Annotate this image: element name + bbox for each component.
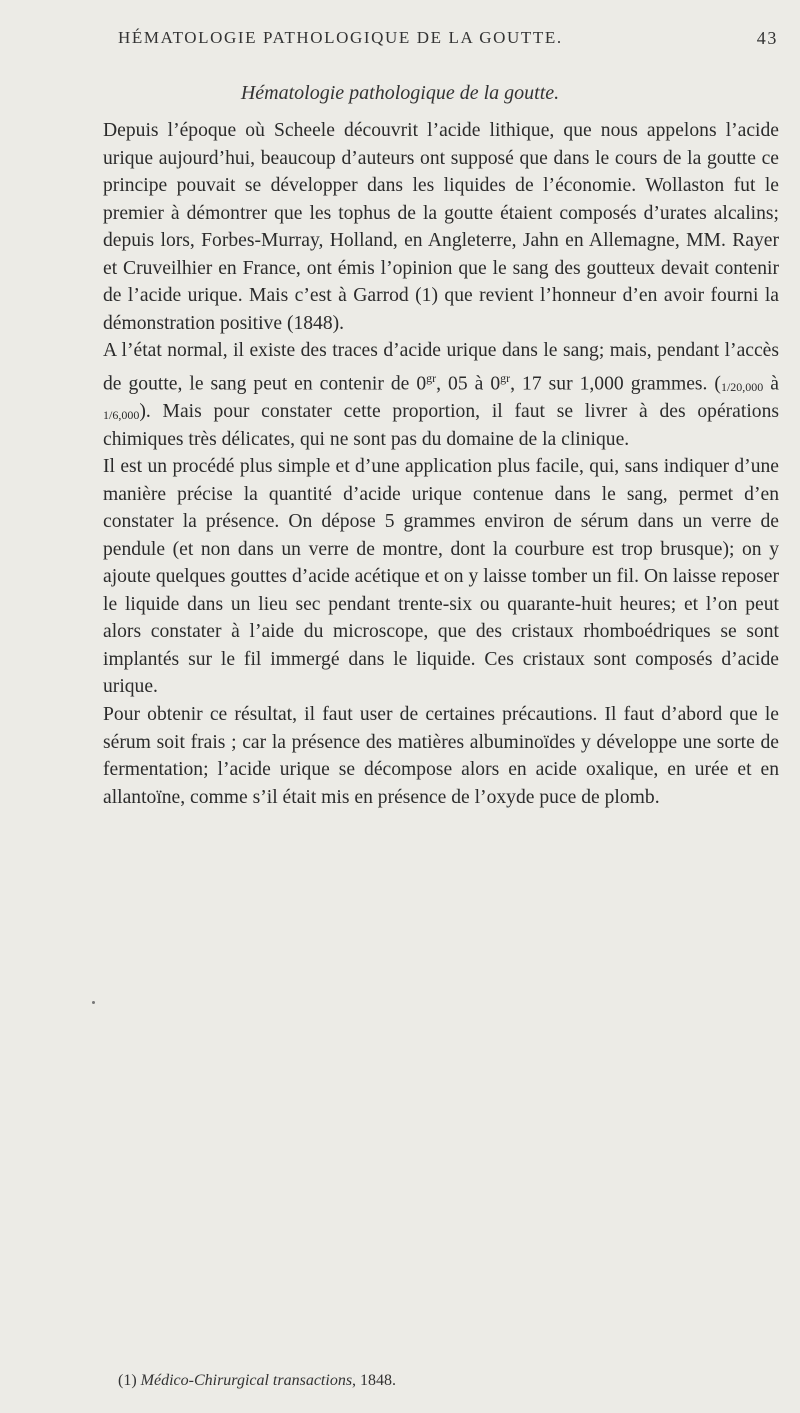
body-text bbox=[103, 117, 779, 811]
footnote-source: Médico-Chirurgical transactions bbox=[140, 1372, 353, 1389]
paragraph-history bbox=[103, 117, 779, 337]
fraction-one-twenty-thousandth: 1/20,000 bbox=[720, 380, 764, 395]
paragraph-normal-state-text-c: , 17 sur 1,000 grammes. ( bbox=[510, 373, 721, 395]
paragraph-procedure-text: Il est un procédé plus simple et d’une application plus facile, qui, sans indiquer d’une manière précise la quantité d’acide urique contenue dans le sang, permet d’en constater la présence. On dépose 5 grammes environ de sérum dans un verre de pendule (et non dans un verre de montre, dont la courbure est trop brusque); on y ajoute quelques gouttes d’acide acétique et on y laisse tomber un fil. On laisse reposer le liquide dans un lieu sec pendant trente-six ou quarante-huit heures; et l’on peut alors constater à l’aide du microscope, que des cristaux rhomboédriques se sont implantés sur le fil immergé dans le liquide. Ces cristaux sont composés d’acide urique. bbox=[103, 456, 779, 698]
footnote bbox=[118, 1372, 778, 1390]
paragraph-normal-state-text-a: A l’état normal, il existe des traces d’acide urique dans le sang; mais, pendant l’accès de goutte, le sang peut en contenir de 0 bbox=[103, 340, 779, 395]
section-title: Hématologie pathologique de la goutte. bbox=[240, 82, 560, 104]
running-title: HÉMATOLOGIE PATHOLOGIQUE DE LA GOUTTE. bbox=[118, 28, 563, 47]
paragraph-normal-state-text-e: ). Mais pour constater cette proportion, il faut se livrer à des opérations chimiques très délicates, qui ne sont pas du domaine de la clinique. bbox=[103, 401, 779, 450]
running-head bbox=[118, 28, 778, 52]
footnote-year: , 1848. bbox=[352, 1372, 397, 1389]
margin-dot bbox=[92, 1001, 95, 1004]
paragraph-history-text: Depuis l’époque où Scheele découvrit l’acide lithique, que nous appelons l’acide urique aujourd’hui, beaucoup d’auteurs ont supposé que dans le cours de la goutte ce principe pouvait se développer dans les liquides de l’économie. Wollaston fut le premier à démontrer que les tophus de la goutte étaient composés d’urates alcalins; depuis lors, Forbes-Murray, Holland, en Angleterre, Jahn en Allemagne, MM. Rayer et Cruveilhier en France, ont émis l’opinion que le sang des goutteux devait contenir de l’acide urique. Mais c’est à Garrod (1) que revient l’honneur d’en avoir fourni la démonstration positive (1848). bbox=[103, 120, 779, 334]
fraction-one-six-thousandth: 1/6,000 bbox=[103, 408, 140, 422]
unit-gram-superscript: gr bbox=[426, 370, 437, 385]
footnote-marker: (1) bbox=[118, 1372, 141, 1389]
paragraph-normal-state-text-d: à bbox=[763, 373, 779, 395]
unit-gram-superscript: gr bbox=[500, 370, 511, 385]
paragraph-precautions bbox=[103, 701, 779, 811]
paragraph-normal-state bbox=[103, 337, 779, 453]
paragraph-precautions-text: Pour obtenir ce résultat, il faut user de certaines précautions. Il faut d’abord que le sérum soit frais ; car la présence des matières albuminoïdes y développe une sorte de fermentation; l’acide urique se décompose alors en acide oxalique, en urée et en allantoïne, comme s’il était mis en présence de l’oxyde puce de plomb. bbox=[103, 704, 779, 808]
paragraph-procedure bbox=[103, 453, 779, 701]
page-number: 43 bbox=[756, 28, 778, 48]
paragraph-normal-state-text-b: , 05 à 0 bbox=[436, 373, 501, 395]
